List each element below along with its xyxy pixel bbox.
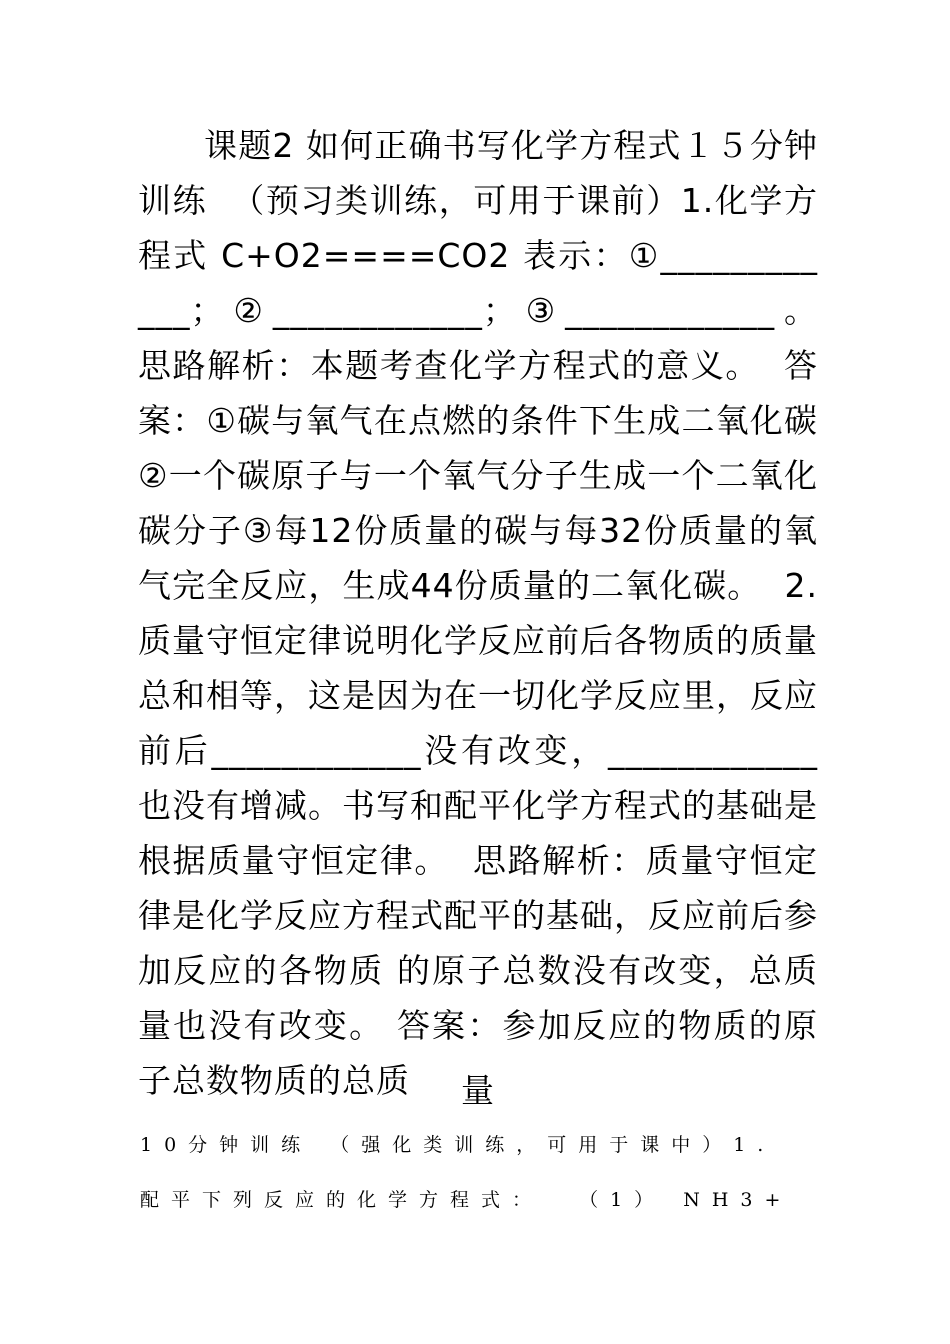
main-paragraph — [138, 118, 830, 1108]
section2-line-2: 配平下列反应的化学方程式： （1） NH3+ — [140, 1189, 793, 1211]
main-paragraph-text: 课题2 如何正确书写化学方程式１５分钟训练 （预习类训练，可用于课前）1.化学方程式 C+O2====CO2 表示：①____________；②____________；③____________。 思路解析：本题考查化学方程式的意义。 答案：①碳与氧气在点燃的条件下生成二氧化碳②一个碳原子与一个氧气分子生成一个二氧化碳分子③每12份质量的碳与每32份质量的氧气完全反应，生成44份质量的二氧化碳。 2.质量守恒定律说明化学反应前后各物质的质量总和相等，这是因为在一切化学反应里，反应前后____________没有改变，____________也没有增减。书写和配平化学方程式的基础是根据质量守恒定律。 思路解析：质量守恒定律是化学反应方程式配平的基础，反应前后参加反应的各物质 的原子总数没有改变，总质量也没有改变。 答案：参加反应的物质的原子总数物质的总质 — [138, 126, 830, 1100]
section2-line-1: 10分钟训练 （强化类训练，可用于课中）1. — [140, 1134, 776, 1156]
centered-tail-text: 量 — [461, 1071, 495, 1110]
